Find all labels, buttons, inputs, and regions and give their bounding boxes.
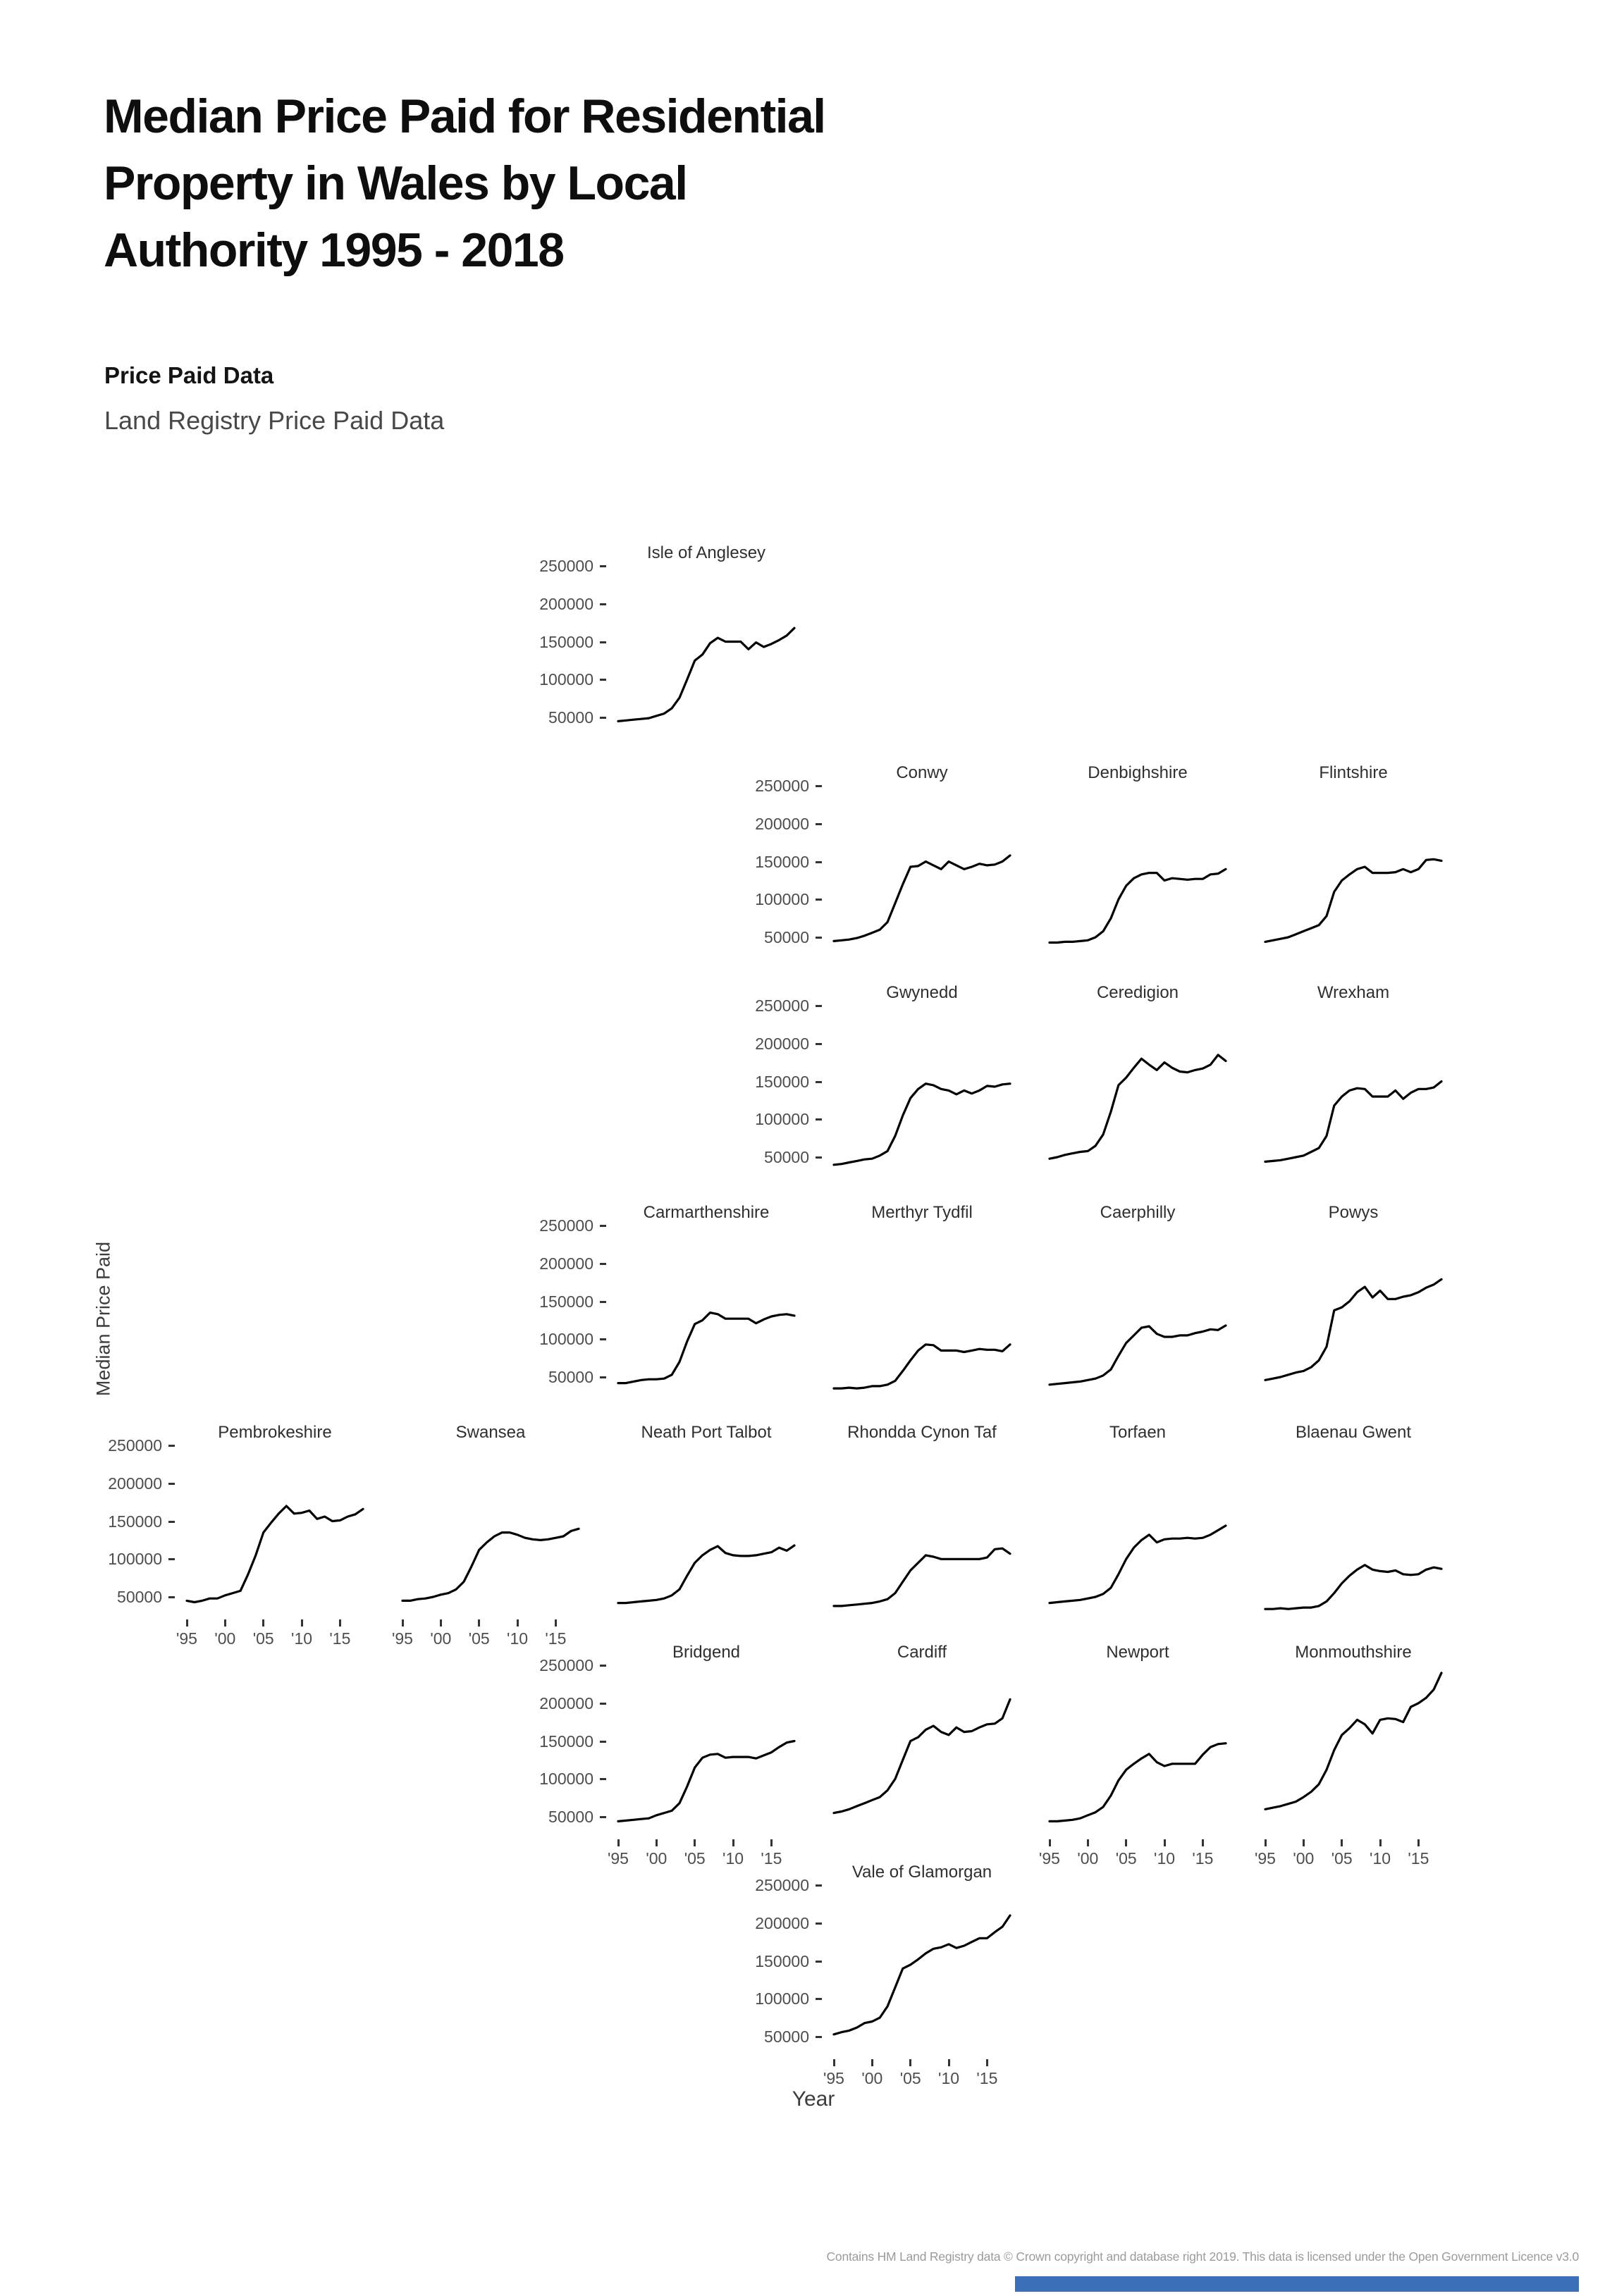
y-tick-label: 150000: [539, 1292, 593, 1311]
y-tick-mark: [600, 1665, 606, 1667]
facet-title: Wrexham: [1317, 983, 1390, 1002]
price-line-panel: [1260, 995, 1446, 1173]
x-tick-mark: [1379, 1839, 1382, 1846]
y-tick-label: 50000: [548, 708, 593, 727]
x-tick-label: '10: [507, 1629, 529, 1648]
y-tick-label: 200000: [539, 1693, 593, 1712]
facet-title: Monmouthshire: [1295, 1643, 1412, 1662]
y-tick-mark: [600, 1778, 606, 1780]
x-tick-label: '15: [545, 1629, 567, 1648]
x-tick-mark: [770, 1839, 773, 1846]
x-tick-label: '10: [1370, 1849, 1391, 1868]
y-tick-label: 250000: [539, 1656, 593, 1674]
x-tick-mark: [871, 2059, 873, 2066]
y-tick-mark: [816, 899, 822, 901]
x-tick-mark: [1341, 1839, 1343, 1846]
y-tick-mark: [600, 1225, 606, 1227]
y-tick-label: 100000: [755, 1110, 809, 1129]
x-tick-label: '95: [176, 1629, 197, 1648]
price-line-panel: [398, 1435, 584, 1612]
price-line-panel: [613, 1435, 799, 1612]
y-tick-label: 200000: [755, 1913, 809, 1932]
x-tick-mark: [732, 1839, 734, 1846]
y-tick-label: 100000: [755, 1989, 809, 2008]
y-tick-mark: [816, 1081, 822, 1083]
y-tick-label: 50000: [764, 928, 809, 946]
x-tick-mark: [402, 1619, 404, 1627]
y-tick-label: 200000: [755, 814, 809, 833]
y-tick-mark: [600, 565, 606, 567]
x-tick-label: '95: [608, 1849, 629, 1868]
subtitle-bold: Price Paid Data: [104, 362, 274, 388]
y-tick-label: 150000: [755, 1072, 809, 1091]
page-title: [104, 83, 825, 284]
price-line-panel: [1045, 775, 1231, 953]
x-tick-mark: [1202, 1839, 1204, 1846]
x-tick-label: '15: [976, 2069, 998, 2087]
line-series: [1265, 1279, 1441, 1380]
y-tick-mark: [600, 1263, 606, 1265]
facet-title: Powys: [1328, 1203, 1379, 1222]
y-tick-mark: [816, 1922, 822, 1925]
line-series: [1050, 1326, 1226, 1385]
line-series: [834, 1699, 1010, 1813]
line-series: [618, 628, 794, 721]
facet-title: Isle of Anglesey: [646, 543, 766, 562]
y-tick-mark: [168, 1483, 175, 1485]
line-series: [1265, 1673, 1441, 1810]
x-tick-label: '15: [1408, 1849, 1429, 1868]
y-tick-mark: [168, 1445, 175, 1447]
price-line-panel: [829, 775, 1015, 953]
price-line-panel: [1260, 1655, 1446, 1832]
x-tick-label: '00: [214, 1629, 236, 1648]
y-tick-mark: [816, 1961, 822, 1963]
y-tick-mark: [600, 679, 606, 681]
line-series: [618, 1545, 794, 1603]
y-tick-label: 250000: [755, 777, 809, 795]
x-tick-mark: [440, 1619, 442, 1627]
y-tick-mark: [816, 785, 822, 787]
y-tick-label: 250000: [755, 996, 809, 1015]
x-tick-mark: [1303, 1839, 1305, 1846]
x-tick-label: '05: [684, 1849, 706, 1868]
y-tick-mark: [600, 1741, 606, 1743]
x-tick-label: '15: [329, 1629, 351, 1648]
y-tick-mark: [600, 1816, 606, 1818]
facet-title: Caerphilly: [1100, 1203, 1176, 1222]
y-tick-mark: [816, 1118, 822, 1121]
x-tick-label: '00: [646, 1849, 668, 1868]
x-tick-mark: [833, 2059, 835, 2066]
x-tick-mark: [694, 1839, 696, 1846]
line-series: [1050, 1526, 1226, 1603]
line-series: [1265, 1565, 1441, 1609]
page-title-line-1: Median Price Paid for Residential: [104, 90, 825, 143]
price-line-panel: [613, 1655, 799, 1832]
line-series: [1050, 1055, 1226, 1159]
line-series: [834, 1915, 1010, 2035]
y-tick-label: 150000: [539, 632, 593, 651]
line-series: [618, 1313, 794, 1383]
facet-title: Newport: [1106, 1643, 1169, 1662]
x-tick-mark: [1265, 1839, 1267, 1846]
y-tick-mark: [816, 937, 822, 939]
line-series: [834, 1548, 1010, 1606]
x-tick-label: '05: [468, 1629, 490, 1648]
y-tick-mark: [816, 1884, 822, 1887]
x-tick-mark: [517, 1619, 519, 1627]
y-tick-label: 250000: [539, 557, 593, 575]
y-tick-mark: [816, 1998, 822, 2000]
y-tick-mark: [168, 1558, 175, 1560]
y-tick-mark: [168, 1596, 175, 1598]
x-tick-label: '95: [392, 1629, 413, 1648]
subtitle: Land Registry Price Paid Data: [104, 406, 445, 435]
x-tick-label: '95: [1255, 1849, 1276, 1868]
price-line-panel: [829, 1435, 1015, 1612]
y-tick-label: 250000: [539, 1216, 593, 1235]
x-tick-mark: [224, 1619, 226, 1627]
price-line-panel: [613, 555, 799, 733]
facet-title: Torfaen: [1109, 1423, 1167, 1442]
attribution-text: Contains HM Land Registry data © Crown copyright and database right 2019. This data is licensed under the Open Government Licence v3.0: [826, 2249, 1579, 2264]
x-tick-mark: [186, 1619, 188, 1627]
line-series: [834, 856, 1010, 942]
y-tick-label: 150000: [755, 852, 809, 871]
price-line-panel: [1045, 1215, 1231, 1393]
facet-title: Bridgend: [672, 1643, 741, 1662]
y-tick-label: 200000: [755, 1034, 809, 1053]
facet-title: Cardiff: [897, 1643, 947, 1662]
y-tick-mark: [600, 1301, 606, 1303]
facet-title: Flintshire: [1319, 763, 1388, 782]
x-tick-label: '95: [1039, 1849, 1060, 1868]
y-tick-label: 150000: [755, 1951, 809, 1970]
price-line-panel: [1045, 1655, 1231, 1832]
y-tick-label: 50000: [764, 2027, 809, 2046]
x-tick-mark: [301, 1619, 303, 1627]
price-line-panel: [829, 1215, 1015, 1393]
x-axis-title: Year: [792, 2087, 835, 2111]
facet-title: Denbighshire: [1088, 763, 1188, 782]
x-tick-mark: [339, 1619, 341, 1627]
y-tick-mark: [168, 1521, 175, 1523]
y-tick-mark: [600, 603, 606, 605]
y-tick-label: 200000: [539, 1254, 593, 1273]
facet-title: Blaenau Gwent: [1295, 1423, 1412, 1442]
facet-title: Merthyr Tydfil: [871, 1203, 973, 1222]
facet-title: Vale of Glamorgan: [851, 1863, 992, 1882]
x-tick-label: '95: [823, 2069, 844, 2087]
y-tick-mark: [600, 1376, 606, 1378]
x-tick-mark: [948, 2059, 950, 2066]
x-tick-mark: [617, 1839, 620, 1846]
y-tick-mark: [600, 1703, 606, 1705]
y-tick-label: 50000: [548, 1368, 593, 1386]
x-tick-label: '05: [252, 1629, 274, 1648]
y-tick-label: 100000: [755, 890, 809, 909]
page-title-line-2: Property in Wales by Local: [104, 156, 687, 210]
y-tick-label: 150000: [539, 1732, 593, 1751]
line-series: [402, 1529, 579, 1600]
y-tick-label: 50000: [548, 1808, 593, 1826]
facet-title: Gwynedd: [886, 983, 958, 1002]
line-series: [834, 1084, 1010, 1165]
x-tick-label: '05: [1331, 1849, 1353, 1868]
x-tick-label: '10: [291, 1629, 313, 1648]
line-series: [1265, 1082, 1441, 1162]
price-line-panel: [829, 995, 1015, 1173]
y-tick-mark: [816, 2036, 822, 2038]
facet-title: Carmarthenshire: [643, 1203, 770, 1222]
x-tick-mark: [1164, 1839, 1166, 1846]
x-tick-mark: [1125, 1839, 1127, 1846]
y-tick-mark: [600, 641, 606, 643]
line-series: [834, 1345, 1010, 1388]
price-line-panel: [1045, 1435, 1231, 1612]
price-line-panel: [829, 1875, 1015, 2052]
price-line-panel: [1260, 775, 1446, 953]
x-tick-label: '10: [1154, 1849, 1176, 1868]
x-tick-label: '10: [938, 2069, 960, 2087]
facet-title: Ceredigion: [1096, 983, 1179, 1002]
y-tick-mark: [816, 861, 822, 863]
y-tick-label: 200000: [108, 1474, 162, 1493]
y-tick-mark: [816, 823, 822, 825]
price-line-panel: [1260, 1435, 1446, 1612]
x-tick-label: '05: [1115, 1849, 1137, 1868]
x-tick-label: '00: [430, 1629, 452, 1648]
page-title-line-3: Authority 1995 - 2018: [104, 223, 564, 277]
y-tick-label: 250000: [755, 1876, 809, 1894]
y-tick-label: 100000: [539, 670, 593, 689]
x-tick-label: '00: [1077, 1849, 1099, 1868]
facet-title: Conwy: [896, 763, 948, 782]
price-line-panel: [1260, 1215, 1446, 1393]
x-tick-label: '10: [722, 1849, 744, 1868]
line-series: [1265, 859, 1441, 942]
line-series: [618, 1741, 794, 1822]
x-tick-mark: [262, 1619, 264, 1627]
y-tick-label: 150000: [108, 1512, 162, 1531]
x-tick-mark: [1049, 1839, 1051, 1846]
line-series: [187, 1506, 363, 1603]
facet-title: Rhondda Cynon Taf: [847, 1423, 997, 1442]
footer-accent-bar: [1015, 2276, 1579, 2292]
y-tick-label: 250000: [108, 1436, 162, 1455]
price-line-panel: [1045, 995, 1231, 1173]
x-tick-mark: [1087, 1839, 1089, 1846]
x-tick-mark: [1417, 1839, 1420, 1846]
y-tick-label: 100000: [539, 1770, 593, 1789]
y-tick-mark: [816, 1156, 822, 1159]
x-tick-mark: [478, 1619, 480, 1627]
y-tick-label: 50000: [764, 1148, 809, 1166]
x-tick-label: '05: [899, 2069, 921, 2087]
x-tick-label: '00: [861, 2069, 883, 2087]
y-axis-title: Median Price Paid: [92, 1241, 114, 1397]
x-tick-mark: [986, 2059, 988, 2066]
price-line-panel: [613, 1215, 799, 1393]
y-tick-label: 100000: [539, 1330, 593, 1349]
y-tick-mark: [816, 1005, 822, 1007]
line-series: [1050, 869, 1226, 942]
x-tick-mark: [555, 1619, 557, 1627]
x-tick-mark: [656, 1839, 658, 1846]
y-tick-label: 50000: [117, 1588, 162, 1606]
y-tick-mark: [600, 1338, 606, 1340]
y-tick-label: 200000: [539, 594, 593, 613]
facet-title: Swansea: [455, 1423, 526, 1442]
line-series: [1050, 1743, 1226, 1822]
x-tick-label: '15: [761, 1849, 782, 1868]
x-tick-label: '15: [1192, 1849, 1214, 1868]
price-line-panel: [182, 1435, 368, 1612]
x-tick-label: '00: [1293, 1849, 1315, 1868]
y-tick-label: 100000: [108, 1550, 162, 1569]
price-line-panel: [829, 1655, 1015, 1832]
facet-title: Pembrokeshire: [218, 1423, 332, 1442]
x-tick-mark: [909, 2059, 911, 2066]
y-tick-mark: [600, 717, 606, 719]
y-tick-mark: [816, 1043, 822, 1045]
facet-title: Neath Port Talbot: [641, 1423, 772, 1442]
